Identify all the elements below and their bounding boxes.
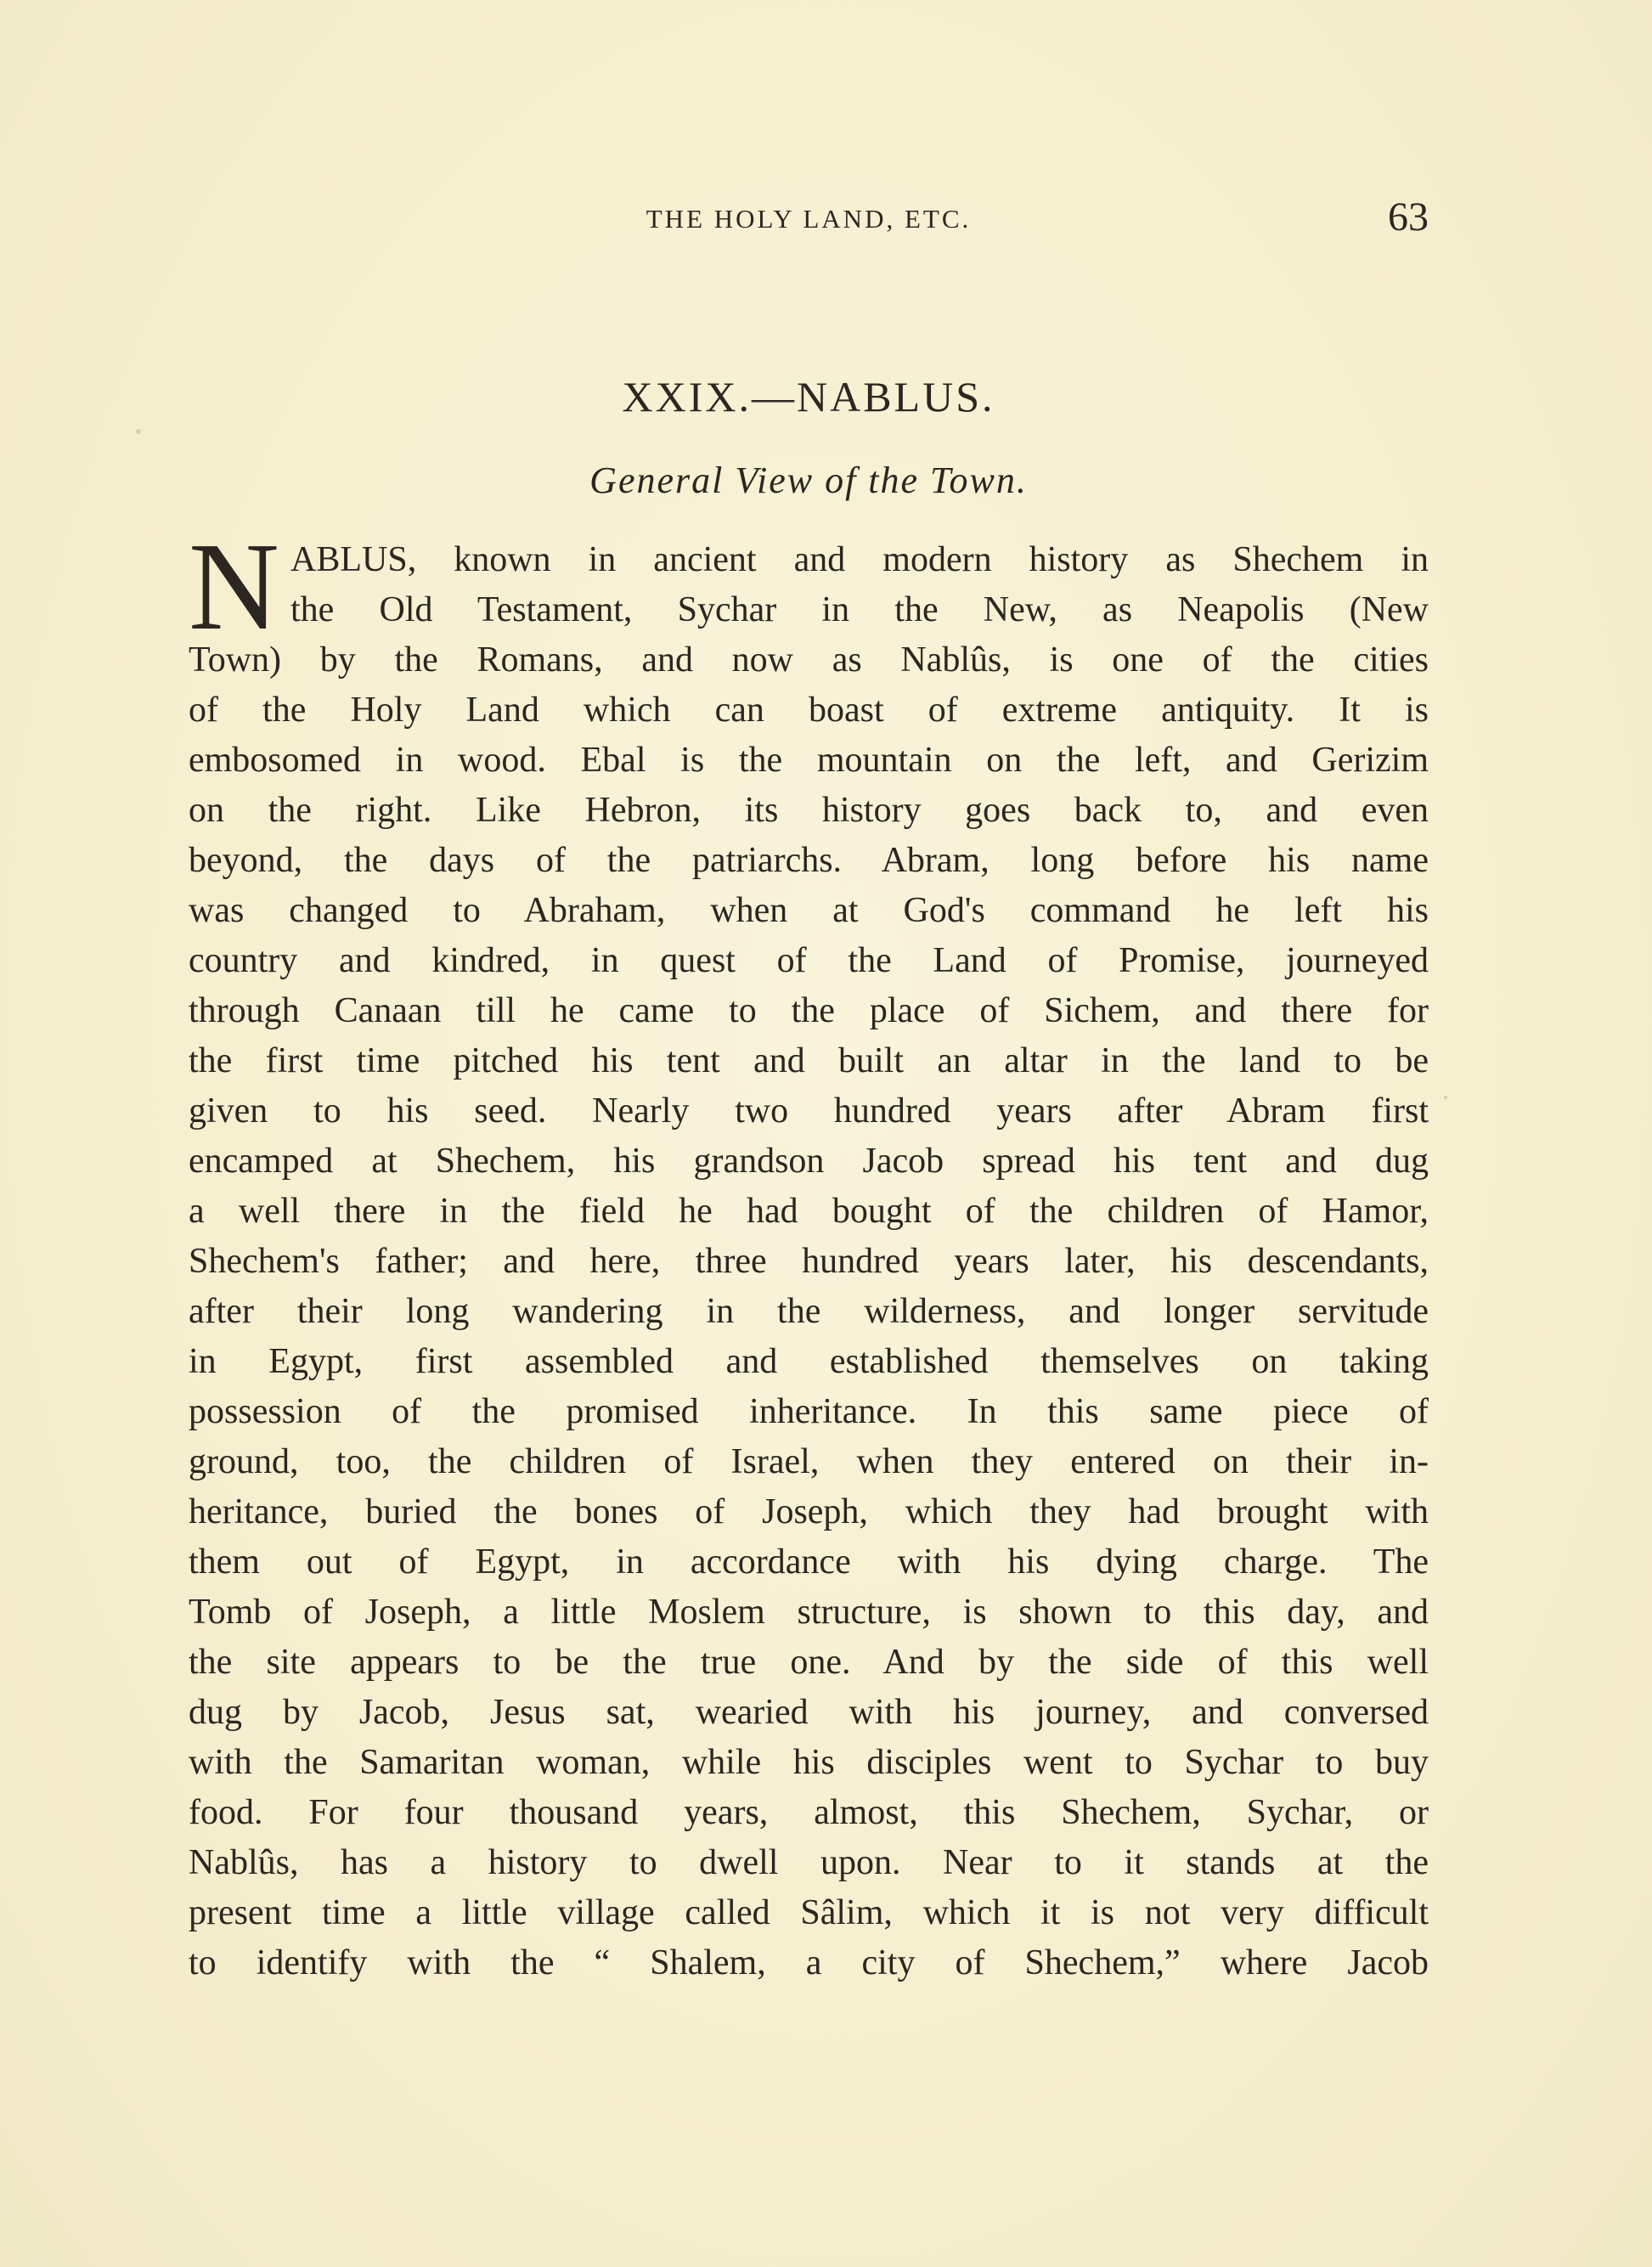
text-line: ground, too, the children of Israel, when they entered on their in-	[189, 1442, 1429, 1481]
text-line: the Old Testament, Sychar in the New, as Neapolis (New	[290, 590, 1429, 629]
text-line: was changed to Abraham, when at God's command he left his	[189, 891, 1429, 930]
text-line: Nablûs, has a history to dwell upon. Near to it stands at the	[189, 1843, 1429, 1882]
text-line: ABLUS, known in ancient and modern history as Shechem in	[290, 540, 1429, 579]
drop-cap: N	[189, 517, 279, 657]
text-line: Town) by the Romans, and now as Nablûs, is one of the cities	[189, 640, 1429, 680]
text-line: the first time pitched his tent and built an altar in the land to be	[189, 1041, 1429, 1080]
paper-speck	[1444, 1096, 1447, 1099]
body-text	[189, 517, 1429, 1988]
text-line: through Canaan till he came to the place of Sichem, and there for	[189, 991, 1429, 1030]
page-number: 63	[1388, 195, 1429, 240]
text-line: on the right. Like Hebron, its history goes back to, and even	[189, 791, 1429, 830]
text-line: to identify with the “ Shalem, a city of Shechem,” where Jacob	[189, 1943, 1429, 1982]
text-line: with the Samaritan woman, while his disciples went to Sychar to buy	[189, 1743, 1429, 1782]
chapter-subtitle: General View of the Town.	[589, 460, 1028, 501]
text-line: possession of the promised inheritance. In this same piece of	[189, 1392, 1429, 1431]
text-line: Tomb of Joseph, a little Moslem structure, is shown to this day, and	[189, 1593, 1429, 1632]
text-line: a well there in the field he had bought of the children of Hamor,	[189, 1192, 1429, 1231]
text-line: given to his seed. Nearly two hundred years after Abram first	[189, 1091, 1429, 1131]
text-line: Shechem's father; and here, three hundred years later, his descendants,	[189, 1242, 1429, 1281]
text-line: food. For four thousand years, almost, this Shechem, Sychar, or	[189, 1793, 1429, 1832]
text-line: the site appears to be the true one. And by the side of this well	[189, 1643, 1429, 1682]
text-line: country and kindred, in quest of the Land of Promise, journeyed	[189, 941, 1429, 980]
text-line: embosomed in wood. Ebal is the mountain on the left, and Gerizim	[189, 741, 1429, 780]
text-line: present time a little village called Sâlim, which it is not very difficult	[189, 1893, 1429, 1932]
text-line: in Egypt, first assembled and established themselves on taking	[189, 1342, 1429, 1381]
text-line: after their long wandering in the wilderness, and longer servitude	[189, 1292, 1429, 1331]
paper-speck	[136, 429, 141, 434]
text-line: dug by Jacob, Jesus sat, wearied with his journey, and conversed	[189, 1693, 1429, 1732]
text-line: them out of Egypt, in accordance with his dying charge. The	[189, 1542, 1429, 1582]
running-head	[189, 195, 1429, 250]
text-line: beyond, the days of the patriarchs. Abram, long before his name	[189, 841, 1429, 880]
text-line: heritance, buried the bones of Joseph, which they had brought with	[189, 1492, 1429, 1531]
text-line: of the Holy Land which can boast of extreme antiquity. It is	[189, 691, 1429, 730]
chapter-title: XXIX.—NABLUS.	[622, 373, 995, 420]
text-line: encamped at Shechem, his grandson Jacob spread his tent and dug	[189, 1142, 1429, 1181]
running-title: THE HOLY LAND, ETC.	[646, 204, 972, 234]
